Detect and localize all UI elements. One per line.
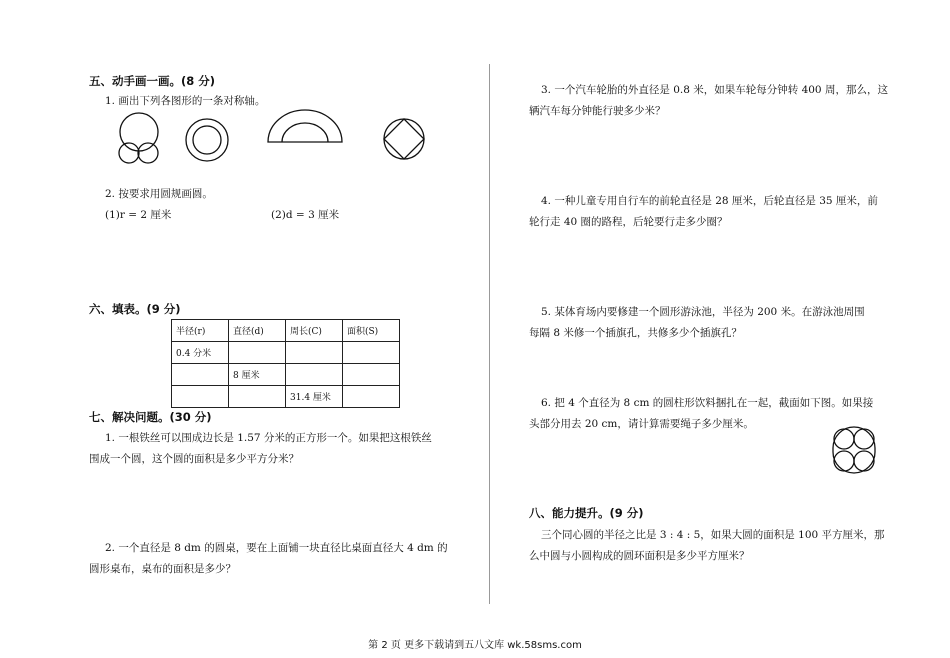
concentric-circles-figure xyxy=(186,119,228,161)
section-5-title: 五、动手画一画。(8 分) xyxy=(89,74,216,88)
header-circumference: 周长(C) xyxy=(286,320,343,342)
compass-task-diameter: (2)d = 3 厘米 xyxy=(271,209,340,221)
page-footer: 第 2 页 更多下载请到五八文库 wk.58sms.com xyxy=(368,640,582,651)
table-cell[interactable] xyxy=(343,342,400,364)
table-row xyxy=(172,342,400,364)
header-diameter: 直径(d) xyxy=(229,320,286,342)
table-cell[interactable]: 8 厘米 xyxy=(229,364,286,386)
section-6-title: 六、填表。(9 分) xyxy=(89,302,181,316)
ability-problem-line-2: 么中圆与小圆构成的圆环面积是多少平方厘米？ xyxy=(529,550,750,562)
ability-problem-line-1: 三个同心圆的半径之比是 3 : 4 : 5，如果大圆的面积是 100 平方厘米，那 xyxy=(541,529,885,541)
snowman-circles-figure xyxy=(119,113,158,163)
table-cell[interactable]: 31.4 厘米 xyxy=(286,386,343,408)
section-5-question-1: 1. 画出下列各图形的一条对称轴。 xyxy=(105,95,266,107)
table-cell[interactable] xyxy=(286,364,343,386)
table-cell[interactable] xyxy=(172,386,229,408)
table-cell[interactable]: 0.4 分米 xyxy=(172,342,229,364)
problem-4-line-1: 4. 一种儿童专用自行车的前轮直径是 28 厘米，后轮直径是 35 厘米，前 xyxy=(541,195,878,207)
section-5-question-2: 2. 按要求用圆规画圆。 xyxy=(105,188,213,200)
section-7-title: 七、解决问题。(30 分) xyxy=(89,410,212,424)
header-radius: 半径(r) xyxy=(172,320,229,342)
semicircle-arch-figure xyxy=(268,110,342,142)
table-cell[interactable] xyxy=(343,386,400,408)
circle-measure-table xyxy=(171,319,400,408)
table-cell[interactable] xyxy=(172,364,229,386)
problem-3-line-1: 3. 一个汽车轮胎的外直径是 0.8 米，如果车轮每分钟转 400 周，那么，这 xyxy=(541,84,888,96)
problem-2-line-1: 2. 一个直径是 8 dm 的圆桌，要在上面铺一块直径比桌面直径大 4 dm 的 xyxy=(105,542,448,554)
four-circles-bundle-figure xyxy=(833,427,875,473)
problem-1-line-1: 1. 一根铁丝可以围成边长是 1.57 分米的正方形一个。如果把这根铁丝 xyxy=(105,432,432,444)
compass-task-radius: (1)r = 2 厘米 xyxy=(105,209,172,221)
table-row xyxy=(172,386,400,408)
table-cell[interactable] xyxy=(343,364,400,386)
problem-4-line-2: 轮行走 40 圈的路程，后轮要行走多少圈？ xyxy=(529,216,728,228)
problem-5-line-1: 5. 某体育场内要修建一个圆形游泳池，半径为 200 米。在游泳池周围 xyxy=(541,306,865,318)
problem-5-line-2: 每隔 8 米修一个插旗孔，共修多少个插旗孔？ xyxy=(529,327,742,339)
table-cell[interactable] xyxy=(286,342,343,364)
problem-6-line-1: 6. 把 4 个直径为 8 cm 的圆柱形饮料捆扎在一起，截面如下图。如果接 xyxy=(541,397,874,409)
problem-6-line-2: 头部分用去 20 cm，请计算需要绳子多少厘米。 xyxy=(529,418,754,430)
problem-1-line-2: 围成一个圆，这个圆的面积是多少平方分米？ xyxy=(89,453,299,465)
table-header-row xyxy=(172,320,400,342)
section-8-title: 八、能力提升。(9 分) xyxy=(529,506,644,520)
table-cell[interactable] xyxy=(229,342,286,364)
problem-2-line-2: 圆形桌布，桌布的面积是多少？ xyxy=(89,563,236,575)
header-area: 面积(S) xyxy=(343,320,400,342)
circle-square-figure xyxy=(384,119,424,159)
table-row xyxy=(172,364,400,386)
table-cell[interactable] xyxy=(229,386,286,408)
problem-3-line-2: 辆汽车每分钟能行驶多少米？ xyxy=(529,105,666,117)
